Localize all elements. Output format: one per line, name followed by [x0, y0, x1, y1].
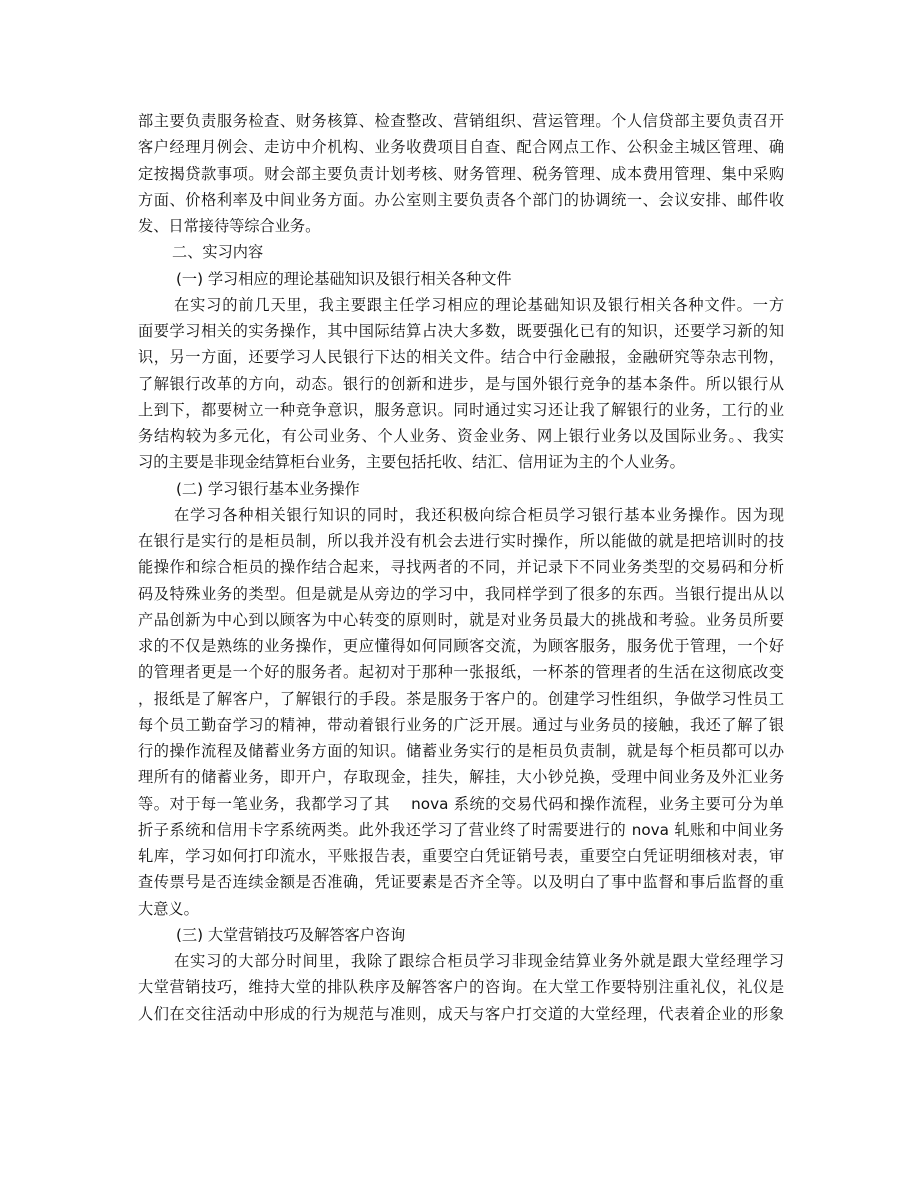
text-line: 每个员工勤奋学习的精神，带动着银行业务的广泛开展。通过与业务员的接触，我还了解了银 [138, 715, 784, 734]
text-line: 务结构较为多元化，有公司业务、个人业务、资金业务、网上银行业务以及国际业务。、我实 [138, 427, 784, 445]
text-line: 习的主要是非现金结算柜台业务，主要包括托收、结汇、信用证为主的个人业务。 [138, 453, 685, 472]
text-line: 的管理者更是一个好的服务者。起初对于那种一张报纸，一杯茶的管理者的生活在这彻底改变 [138, 663, 784, 682]
subsection-heading: (二) 学习银行基本业务操作 [176, 479, 360, 498]
text-line: 能操作和综合柜员的操作结合起来，寻找两者的不同，并记录下不同业务类型的交易码和分析 [138, 558, 784, 577]
paragraph-first-line: 在实习的前几天里，我主要跟主任学习相应的理论基础知识及银行相关各种文件。一方 [174, 295, 784, 314]
subsection-heading: (一) 学习相应的理论基础知识及银行相关各种文件 [176, 269, 512, 288]
text-line: ，报纸是了解客户，了解银行的手段。茶是服务于客户的。创建学习性组织，争做学习性员工 [138, 689, 784, 708]
paragraph-first-line: 在学习各种相关银行知识的同时，我还积极向综合柜员学习银行基本业务操作。因为现 [174, 505, 784, 524]
text-line: 轧库，学习如何打印流水，平账报告表，重要空白凭证销号表，重要空白凭证明细核对表，审 [138, 847, 784, 865]
text-line: 发、日常接待等综合业务。 [138, 217, 321, 235]
subsection-heading: (三) 大堂营销技巧及解答客户咨询 [176, 925, 406, 944]
text-line: 方面、价格利率及中间业务方面。办公室则主要负责各个部门的协调统一、会议安排、邮件收 [138, 190, 784, 209]
text-line: 人们在交往活动中形成的行为规范与准则，成天与客户打交道的大堂经理，代表着企业的形象 [138, 1004, 784, 1023]
text-line: 在银行是实行的是柜员制，所以我并没有机会去进行实时操作，所以能做的就是把培训时的技 [138, 532, 784, 550]
text-line: 了解银行改革的方向，动态。银行的创新和进步，是与国外银行竞争的基本条件。所以银行从 [138, 374, 784, 393]
text-line: 等。对于每一笔业务，我都学习了其 nova 系统的交易代码和操作流程，业务主要可分为单 [138, 794, 784, 813]
text-line: 上到下，都要树立一种竞争意识，服务意识。同时通过实习还让我了解银行的业务，工行的业 [138, 400, 784, 419]
text-line: 码及特殊业务的类型。但是就是从旁边的学习中，我同样学到了很多的东西。当银行提出从以 [138, 584, 784, 603]
text-line: 面要学习相关的实务操作，其中国际结算占决大多数，既要强化已有的知识，还要学习新的知 [138, 322, 784, 340]
text-line: 查传票号是否连续金额是否准确，凭证要素是否齐全等。以及明白了事中监督和事后监督的重 [138, 873, 784, 892]
section-heading: 二、实习内容 [172, 243, 264, 262]
text-line: 识，另一方面，还要学习人民银行下达的相关文件。结合中行金融报，金融研究等杂志刊物， [138, 348, 784, 367]
text-line: 部主要负责服务检查、财务核算、检查整改、营销组织、营运管理。个人信贷部主要负责召开 [138, 112, 784, 130]
text-line: 定按揭贷款事项。财会部主要负责计划考核、财务管理、税务管理、成本费用管理、集中采购 [138, 164, 784, 183]
text-line: 大意义。 [138, 899, 199, 918]
document-page [138, 108, 784, 1027]
text-line: 求的不仅是熟练的业务操作，更应懂得如何同顾客交流，为顾客服务，服务优于管理，一个好 [138, 637, 784, 655]
text-line: 理所有的储蓄业务，即开户，存取现金，挂失，解挂，大小钞兑换，受理中间业务及外汇业务 [138, 768, 784, 787]
text-line: 产品创新为中心到以顾客为中心转变的原则时，就是对业务员最大的挑战和考验。业务员所要 [138, 610, 784, 629]
text-line: 客户经理月例会、走访中介机构、业务收费项目自查、配合网点工作、公积金主城区管理、确 [138, 138, 784, 157]
text-line: 行的操作流程及储蓄业务方面的知识。储蓄业务实行的是柜员负责制，就是每个柜员都可以办 [138, 742, 784, 760]
paragraph-first-line: 在实习的大部分时间里，我除了跟综合柜员学习非现金结算业务外就是跟大堂经理学习 [174, 952, 784, 970]
text-line: 折子系统和信用卡字系统两类。此外我还学习了营业终了时需要进行的 nova 轧账和中间业务 [138, 820, 784, 839]
text-line: 大堂营销技巧，维持大堂的排队秩序及解答客户的咨询。在大堂工作要特别注重礼仪，礼仪是 [138, 978, 784, 997]
